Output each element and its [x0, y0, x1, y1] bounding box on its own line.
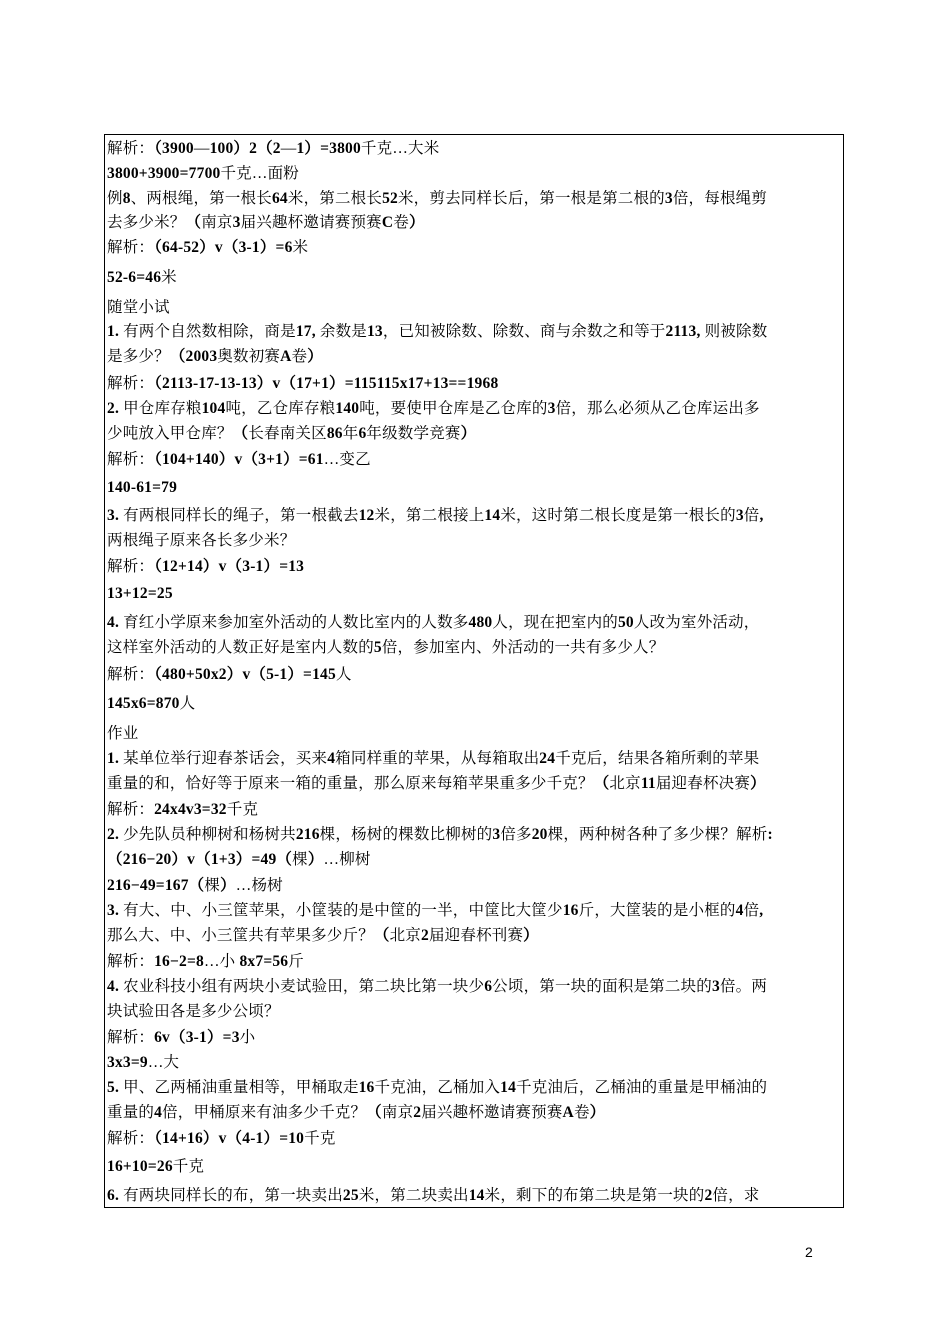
content-box: [104, 134, 844, 1208]
text-line: 2. 甲仓库存粮104吨，乙仓库存粮140吨，要使甲仓库是乙仓库的3倍，那么必须从乙仓库运出多: [107, 400, 760, 417]
text-line: 重量的4倍，甲桶原来有油多少千克？（南京2届兴趣杯邀请赛预赛A卷）: [107, 1104, 606, 1121]
text-line: 解析：（12+14）v（3-1）=13: [107, 558, 305, 575]
text-line: 52-6=46米: [107, 269, 177, 286]
text-line: 两根绳子原来各长多少米？: [107, 532, 296, 549]
text-line: 解析：16−2=8…小 8x7=56斤: [107, 953, 304, 970]
text-line: 4. 农业科技小组有两块小麦试验田，第二块比第一块少6公顷，第一块的面积是第二块的3倍。两: [107, 978, 768, 995]
text-line: 1. 有两个自然数相除，商是17, 余数是13，已知被除数、除数、商与余数之和等于2113, 则被除数: [107, 323, 768, 340]
text-line: 这样室外活动的人数正好是室内人数的5倍，参加室内、外活动的一共有多少人？: [107, 639, 665, 656]
page-number: 2: [805, 1244, 813, 1260]
text-line: 145x6=870人: [107, 695, 196, 712]
text-line: 解析：24x4v3=32千克: [107, 801, 259, 818]
text-line: 4. 育红小学原来参加室外活动的人数比室内的人数多480人，现在把室内的50人改为室外活动，: [107, 614, 760, 631]
text-line: 5. 甲、乙两桶油重量相等，甲桶取走16千克油，乙桶加入14千克油后，乙桶油的重量是甲桶油的: [107, 1079, 768, 1096]
text-line: 3x3=9…大: [107, 1054, 180, 1071]
text-line: 3. 有大、中、小三筐苹果，小筐装的是中筐的一半，中筐比大筐少16斤，大筐装的是小框的4倍,: [107, 902, 764, 919]
text-line: 2. 少先队员种柳树和杨树共216棵，杨树的棵数比柳树的3倍多20棵，两种树各种了多少棵？解析:: [107, 826, 773, 843]
text-line: 例8、两根绳，第一根长64米，第二根长52米，剪去同样长后，第一根是第二根的3倍，每根绳剪: [107, 190, 768, 207]
text-line: 3800+3900=7700千克…面粉: [107, 165, 299, 182]
text-line: 3. 有两根同样长的绳子，第一根截去12米，第二根接上14米，这时第二根长度是第一根长的3倍,: [107, 507, 764, 524]
text-line: 16+10=26千克: [107, 1158, 205, 1175]
text-line: 解析：（480+50x2）v（5-1）=145人: [107, 666, 352, 683]
text-line: 那么大、中、小三筐共有苹果多少斤？（北京2届迎春杯刊赛）: [107, 927, 539, 944]
text-line: 少吨放入甲仓库？（长春南关区86年6年级数学竞赛）: [107, 425, 477, 442]
text-line: 解析：（104+140）v（3+1）=61…变乙: [107, 451, 371, 468]
text-line: 解析：（3900—100）2（2—1）=3800千克…大米: [107, 140, 440, 157]
section-heading: 随堂小试: [107, 299, 170, 316]
text-line: （216−20）v（1+3）=49（棵）…柳树: [107, 851, 371, 868]
text-line: 解析：6v（3-1）=3小: [107, 1029, 256, 1046]
text-line: 140-61=79: [107, 479, 178, 496]
text-line: 去多少米？（南京3届兴趣杯邀请赛预赛C卷）: [107, 214, 425, 231]
text-line: 块试验田各是多少公顷？: [107, 1003, 280, 1020]
text-line: 解析：（2113-17-13-13）v（17+1）=115115x17+13==1968: [107, 375, 499, 392]
text-line: 重量的和，恰好等于原来一箱的重量，那么原来每箱苹果重多少千克？（北京11届迎春杯决赛）: [107, 775, 766, 792]
text-line: 解析：（14+16）v（4-1）=10千克: [107, 1130, 336, 1147]
text-line: 解析：（64-52）v（3-1）=6米: [107, 239, 309, 256]
text-line: 216−49=167（棵）…杨树: [107, 877, 283, 894]
text-line: 是多少？（2003奥数初赛A卷）: [107, 348, 323, 365]
text-line: 13+12=25: [107, 585, 173, 602]
section-heading: 作业: [107, 725, 139, 742]
text-line: 1. 某单位举行迎春茶话会，买来4箱同样重的苹果，从每箱取出24千克后，结果各箱所剩的苹果: [107, 750, 760, 767]
text-line: 6. 有两块同样长的布，第一块卖出25米，第二块卖出14米，剩下的布第二块是第一块的2倍，求: [107, 1187, 760, 1204]
